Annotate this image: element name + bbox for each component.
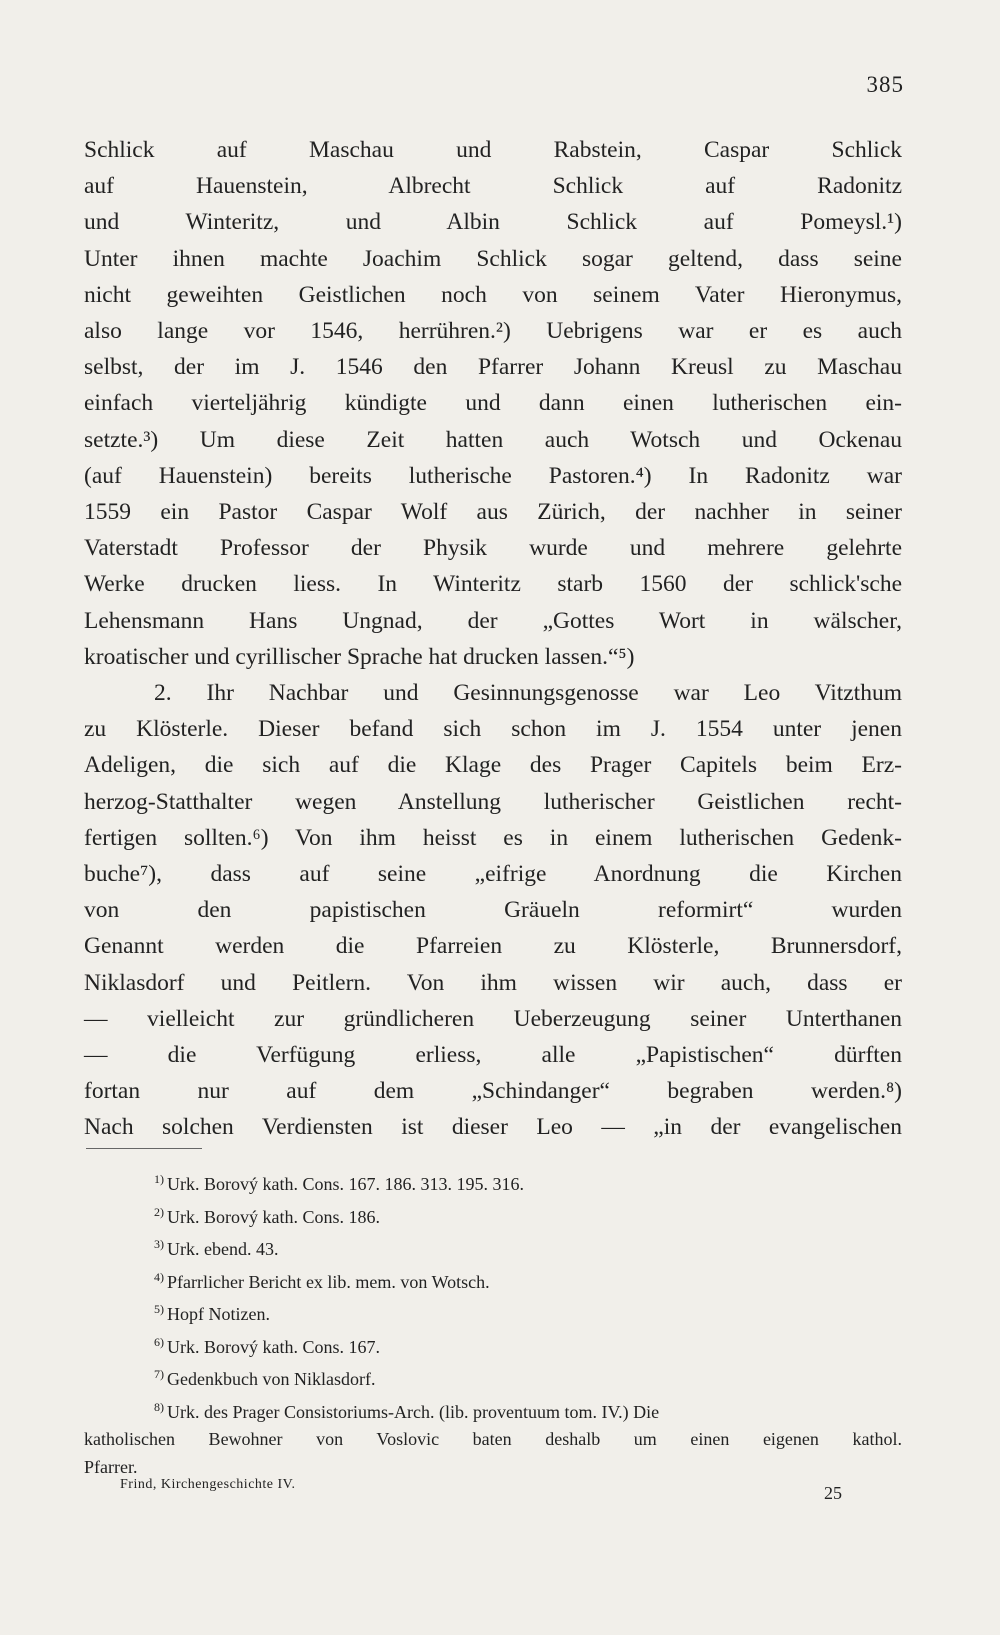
- text-line: Unter ihnen machte Joachim Schlick sogar geltend, dass seine: [84, 245, 902, 272]
- page-number: 385: [866, 72, 904, 97]
- text-line: — vielleicht zur gründlicheren Ueberzeugung seiner Unterthanen: [84, 1005, 902, 1032]
- footnote: [84, 1231, 902, 1264]
- sheet-number: 25: [824, 1483, 842, 1503]
- footnote-text: Urk. Borový kath. Cons. 186.: [167, 1206, 380, 1227]
- footnote-number: 5): [154, 1302, 164, 1316]
- text-line: — die Verfügung erliess, alle „Papistischen“ dürften: [84, 1042, 902, 1069]
- text-line: Werke drucken liess. In Winteritz starb 1560 der schlick'sche: [84, 571, 902, 598]
- text-line: fortan nur auf dem „Schindanger“ begraben werden.⁸): [84, 1078, 902, 1105]
- footnote: [84, 1296, 902, 1329]
- text-line: (auf Hauenstein) bereits lutherische Pastoren.⁴) In Radonitz war: [84, 462, 902, 489]
- text-line: 1559 ein Pastor Caspar Wolf aus Zürich, der nachher in seiner: [84, 499, 902, 526]
- footnote: [84, 1264, 902, 1297]
- text-line: buche⁷), dass auf seine „eifrige Anordnung die Kirchen: [84, 861, 902, 888]
- footnote: [84, 1361, 902, 1394]
- text-line: Vaterstadt Professor der Physik wurde und mehrere gelehrte: [84, 535, 902, 562]
- text-line: setzte.³) Um diese Zeit hatten auch Wotsch und Ockenau: [84, 426, 902, 453]
- footnote: [84, 1199, 902, 1232]
- text-line: auf Hauenstein, Albrecht Schlick auf Radonitz: [84, 173, 902, 200]
- footnote-number: 4): [154, 1269, 164, 1284]
- footnotes: [84, 1166, 902, 1481]
- text-line: zu Klösterle. Dieser befand sich schon im J. 1554 unter jenen: [84, 716, 902, 743]
- footnote-continuation: Pfarrer.: [84, 1456, 138, 1477]
- text-line: fertigen sollten.⁶) Von ihm heisst es in einem lutherischen Gedenk-: [84, 824, 902, 851]
- text-line: selbst, der im J. 1546 den Pfarrer Johann Kreusl zu Maschau: [84, 354, 902, 381]
- text-line: 2. Ihr Nachbar und Gesinnungsgenosse war Leo Vitzthum: [154, 680, 902, 707]
- footnote-number: 8): [154, 1399, 164, 1414]
- footnote-text: Gedenkbuch von Niklasdorf.: [167, 1369, 376, 1389]
- footnote-text: Urk. des Prager Consistoriums-Arch. (lib. proventuum tom. IV.) Die: [167, 1401, 660, 1422]
- footnote-continuation: katholischen Bewohner von Voslovic baten deshalb um einen eigenen kathol.: [84, 1429, 902, 1449]
- footnote-text: Urk. ebend. 43.: [167, 1239, 279, 1259]
- text-line: also lange vor 1546, herrühren.²) Uebrigens war er es auch: [84, 318, 902, 345]
- footnote-number: 7): [154, 1367, 164, 1381]
- text-line: Niklasdorf und Peitlern. Von ihm wissen wir auch, dass er: [84, 969, 902, 996]
- text-line: Nach solchen Verdiensten ist dieser Leo — „in der evangelischen: [84, 1114, 902, 1141]
- footnote: [84, 1166, 902, 1199]
- text-line: von den papistischen Gräueln reformirt“ wurden: [84, 897, 902, 924]
- footnote-divider: [86, 1148, 202, 1149]
- footnote-number: 1): [154, 1172, 164, 1186]
- text-line: einfach vierteljährig kündigte und dann einen lutherischen ein-: [84, 390, 902, 417]
- footnote: [84, 1394, 902, 1427]
- text-line: nicht geweihten Geistlichen noch von seinem Vater Hieronymus,: [84, 281, 902, 308]
- text-line: und Winteritz, und Albin Schlick auf Pomeysl.¹): [84, 209, 902, 236]
- footnote-number: 3): [154, 1237, 164, 1251]
- text-line: Genannt werden die Pfarreien zu Klösterle, Brunnersdorf,: [84, 933, 902, 960]
- footnote-text: Urk. Borový kath. Cons. 167.: [167, 1336, 380, 1357]
- footnote-number: 6): [154, 1334, 164, 1349]
- text-line: herzog-Statthalter wegen Anstellung lutherischer Geistlichen recht-: [84, 788, 902, 815]
- footnote-number: 2): [154, 1204, 164, 1219]
- text-line: Schlick auf Maschau und Rabstein, Caspar Schlick: [84, 137, 902, 163]
- text-line: kroatischer und cyrillischer Sprache hat drucken lassen.“⁵): [84, 643, 635, 670]
- signature-line: Frind, Kirchengeschichte IV.: [120, 1477, 296, 1492]
- body-text: [84, 132, 902, 1146]
- footnote: [84, 1329, 902, 1362]
- footnote-text: Hopf Notizen.: [167, 1304, 270, 1324]
- text-line: Adeligen, die sich auf die Klage des Prager Capitels beim Erz-: [84, 752, 902, 779]
- text-line: Lehensmann Hans Ungnad, der „Gottes Wort in wälscher,: [84, 607, 902, 634]
- footnote-text: Pfarrlicher Bericht ex lib. mem. von Wotsch.: [167, 1271, 490, 1292]
- footnote-text: Urk. Borový kath. Cons. 167. 186. 313. 195. 316.: [167, 1174, 524, 1194]
